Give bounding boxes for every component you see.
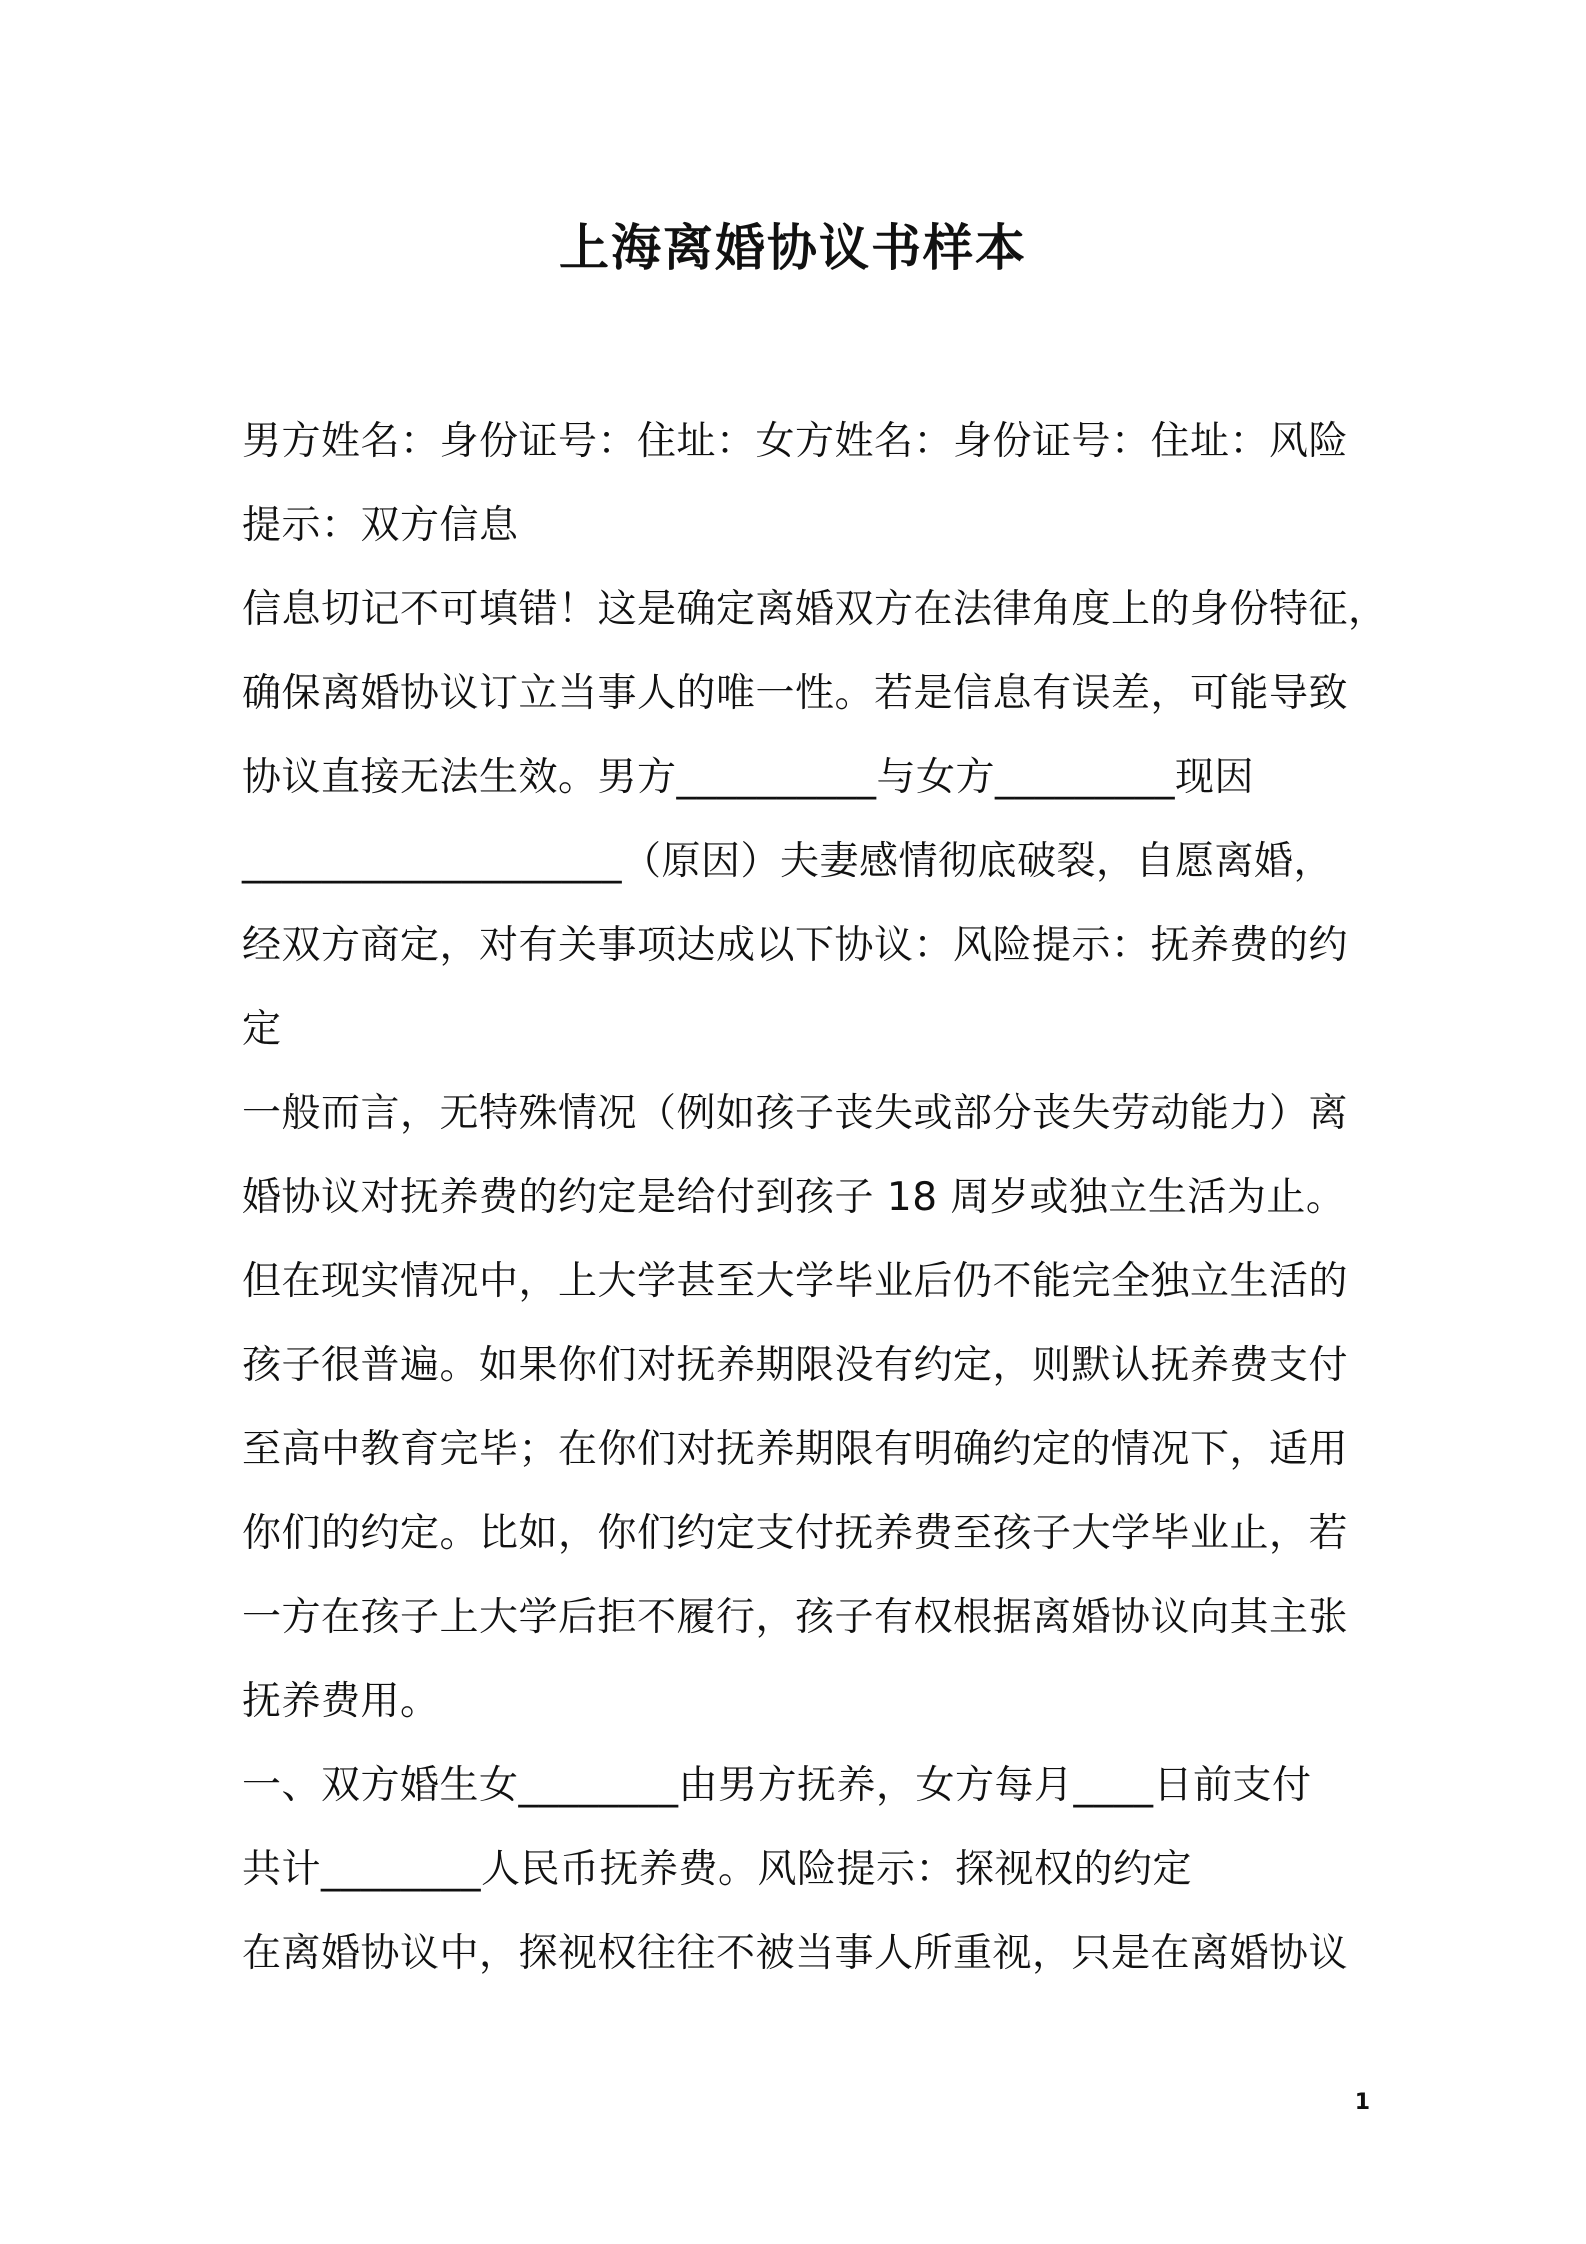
body-line: 你们的约定。比如，你们约定支付抚养费至孩子大学毕业止，若 [242, 1511, 1349, 1556]
body-line: 一、双方婚生女________由男方抚养，女方每月____日前支付 [242, 1763, 1312, 1808]
body-line: 孩子很普遍。如果你们对抚养期限没有约定，则默认抚养费支付 [242, 1343, 1349, 1388]
body-line: 定 [242, 1007, 282, 1052]
body-line: 确保离婚协议订立当事人的唯一性。若是信息有误差，可能导致 [242, 671, 1349, 716]
page-number: 1 [1354, 2090, 1370, 2115]
document-title: 上海离婚协议书样本 [559, 219, 1027, 277]
body-line: 男方姓名：身份证号：住址：女方姓名：身份证号：住址：风险 [242, 419, 1349, 464]
body-line: 至高中教育完毕；在你们对抚养期限有明确约定的情况下，适用 [242, 1427, 1349, 1472]
body-line: 一般而言，无特殊情况（例如孩子丧失或部分丧失劳动能力）离 [242, 1091, 1349, 1136]
body-line: 信息切记不可填错！这是确定离婚双方在法律角度上的身份特征， [242, 587, 1388, 632]
body-line: 共计________人民币抚养费。风险提示：探视权的约定 [242, 1847, 1193, 1892]
body-line: 婚协议对抚养费的约定是给付到孩子 18 周岁或独立生活为止。 [242, 1175, 1346, 1220]
body-line: ___________________（原因）夫妻感情彻底破裂，自愿离婚， [242, 839, 1334, 884]
body-line: 提示：双方信息 [242, 503, 519, 548]
body-line: 经双方商定，对有关事项达成以下协议：风险提示：抚养费的约 [242, 923, 1349, 968]
body-line: 在离婚协议中，探视权往往不被当事人所重视，只是在离婚协议 [242, 1931, 1349, 1976]
body-line: 但在现实情况中，上大学甚至大学毕业后仍不能完全独立生活的 [242, 1259, 1349, 1304]
document-body [242, 400, 1388, 1996]
body-line: 抚养费用。 [242, 1679, 440, 1724]
body-line: 一方在孩子上大学后拒不履行，孩子有权根据离婚协议向其主张 [242, 1595, 1349, 1640]
body-line: 协议直接无法生效。男方__________与女方_________现因 [242, 755, 1255, 800]
